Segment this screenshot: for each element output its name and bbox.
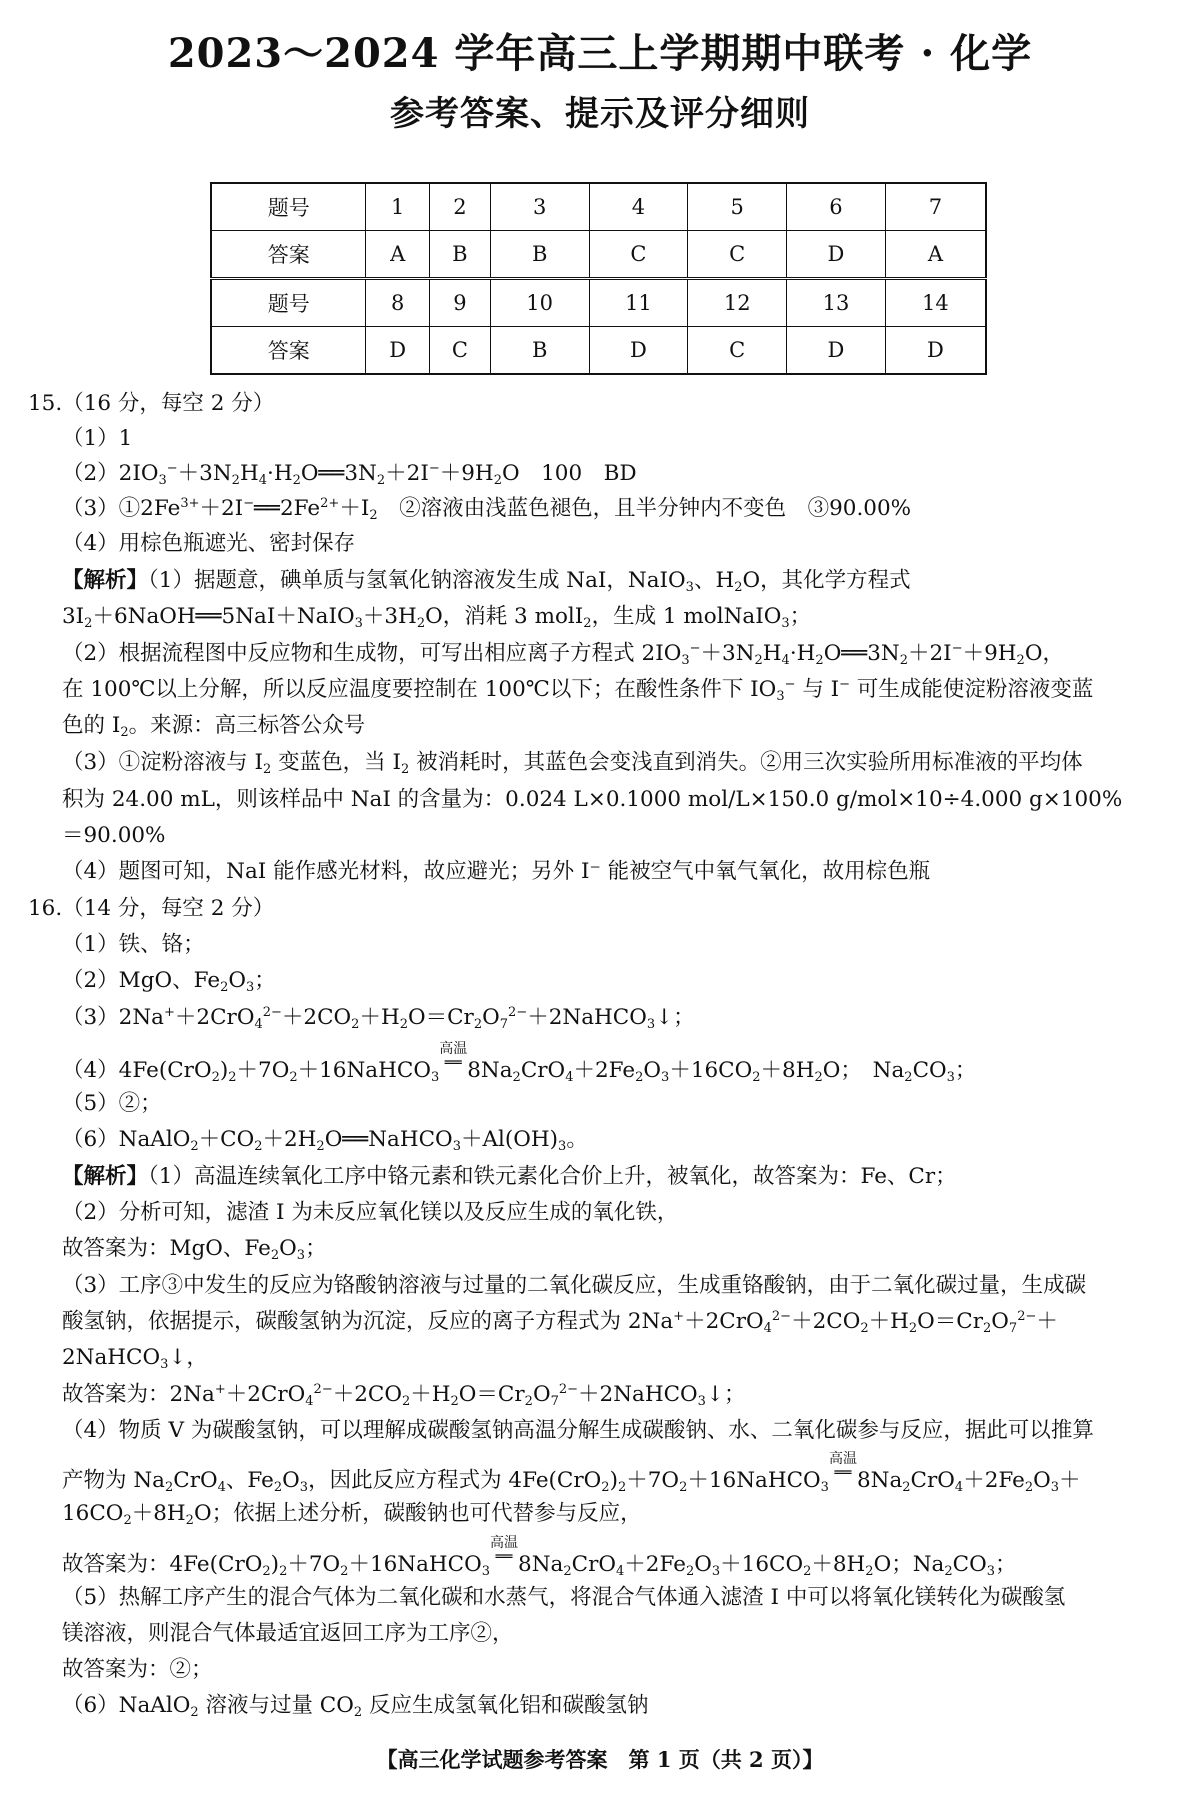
- q15-analysis-3a: （3）①淀粉溶液与 I2 变蓝色，当 I2 被消耗时，其蓝色会变浅直到消失。②用三次实验所用标准液的平均体: [62, 750, 1083, 777]
- table-cell: 2: [429, 183, 490, 231]
- table-cell: A: [366, 231, 430, 279]
- answer-table: [210, 182, 987, 375]
- analysis-text: （1）据题意，碘单质与氢氧化钠溶液发生成 NaI，NaIO: [148, 568, 686, 593]
- q16-analysis-4c: 16CO2＋8H2O；依据上述分析，碳酸钠也可代替参与反应，: [62, 1501, 642, 1528]
- table-cell: A: [885, 231, 986, 279]
- table-cell: B: [490, 327, 589, 375]
- table-cell: D: [787, 231, 886, 279]
- table-cell: D: [589, 327, 688, 375]
- page-subtitle: 参考答案、提示及评分细则: [390, 94, 810, 134]
- q15-analysis-3c: ＝90.00%: [62, 823, 166, 848]
- q15-analysis-2c: 色的 I2。来源：高三标答公众号: [62, 713, 366, 740]
- row-label: 答案: [211, 327, 366, 375]
- table-row: [211, 279, 986, 327]
- table-cell: 9: [429, 279, 490, 327]
- q15-analysis-2a: （2）根据流程图中反应物和生成物，可写出相应离子方程式 2IO3−＋3N2H4·H2O══3N2＋2I−＋9H2O，: [62, 641, 1064, 668]
- q16-analysis-4-ans: 故答案为：4Fe(CrO2)2＋7O2＋16NaHCO3高温 ══ 8Na2CrO4＋2Fe2O3＋16CO2＋8H2O；Na2CO3；: [62, 1535, 1017, 1579]
- q15-analysis-2b: 在 100℃以上分解，所以反应温度要控制在 100℃以下；在酸性条件下 IO3− 与 I− 可生成能使淀粉溶液变蓝: [62, 677, 1094, 704]
- q16-analysis-5b: 镁溶液，则混合气体最适宜返回工序为工序②，: [62, 1621, 514, 1646]
- q15-answer-2: （2）2IO3−＋3N2H4·H2O══3N2＋2I−＋9H2O 100 BD: [62, 461, 637, 488]
- table-row: [211, 327, 986, 375]
- table-cell: 7: [885, 183, 986, 231]
- table-cell: 6: [787, 183, 886, 231]
- q15-analysis-1-eq: 3I2＋6NaOH══5NaI＋NaIO3＋3H2O，消耗 3 molI2，生成 1 molNaIO3；: [62, 604, 812, 631]
- source-note: 来源：高三标答公众号: [150, 713, 366, 738]
- table-row: [211, 183, 986, 231]
- q16-answer-5: （5）②；: [62, 1091, 162, 1116]
- table-cell: B: [429, 231, 490, 279]
- table-cell: C: [589, 231, 688, 279]
- q16-analysis-2: （2）分析可知，滤渣 I 为未反应氧化镁以及反应生成的氧化铁，: [62, 1200, 679, 1225]
- table-cell: 13: [787, 279, 886, 327]
- q16-heading: 16.（14 分，每空 2 分）: [28, 896, 275, 921]
- q16-answer-4: （4）4Fe(CrO2)2＋7O2＋16NaHCO3高温 ══ 8Na2CrO4＋2Fe2O3＋16CO2＋8H2O； Na2CO3；: [62, 1041, 977, 1085]
- q16-analysis-4a: （4）物质 V 为碳酸氢钠，可以理解成碳酸氢钠高温分解生成碳酸钠、水、二氧化碳参与反应，据此可以推算: [62, 1418, 1094, 1443]
- table-cell: 1: [366, 183, 430, 231]
- q16-answer-3: $(3)2Na^++2CrO4^{2-}+2CO2+H2O=Cr2O7^{2-}+2NaHCO3↓$；: [62, 1005, 695, 1032]
- q16-answer-6: （6）NaAlO2＋CO2＋2H2O══NaHCO3＋Al(OH)3。: [62, 1127, 588, 1154]
- table-cell: 10: [490, 279, 589, 327]
- table-cell: D: [885, 327, 986, 375]
- q15-heading: 15.（16 分，每空 2 分）: [28, 391, 275, 416]
- q15-answer-4: （4）用棕色瓶遮光、密封保存: [62, 531, 356, 556]
- q15-analysis-1: 【解析】（1）据题意，碘单质与氢氧化钠溶液发生成 NaI，NaIO3、H2O，其化学方程式: [62, 568, 911, 595]
- table-cell: B: [490, 231, 589, 279]
- page-footer: 【高三化学试题参考答案 第 1 页（共 2 页）】: [376, 1747, 824, 1772]
- q15-answer-1: （1）1: [62, 426, 133, 451]
- q16-answer-1: （1）铁、铬；: [62, 932, 205, 957]
- table-cell: C: [688, 231, 787, 279]
- q16-analysis-3a: （3）工序③中发生的反应为铬酸钠溶液与过量的二氧化碳反应，生成重铬酸钠，由于二氧化碳过量，生成碳: [62, 1273, 1087, 1298]
- row-label: 答案: [211, 231, 366, 279]
- page-title: 2023～2024 学年高三上学期期中联考 · 化学: [167, 30, 1033, 77]
- q16-analysis-2-ans: 故答案为：MgO、Fe2O3；: [62, 1236, 327, 1263]
- q15-answer-3: $(3)①2Fe^{3+}+2I^-══2Fe^{2+}+I2$ ②溶液由浅蓝色褪色，且半分钟内不变色 ③90.00%: [62, 496, 912, 523]
- table-cell: D: [366, 327, 430, 375]
- table-cell: C: [429, 327, 490, 375]
- table-cell: 4: [589, 183, 688, 231]
- table-cell: 11: [589, 279, 688, 327]
- q15-analysis-3b: 积为 24.00 mL，则该样品中 NaI 的含量为：0.024 L×0.1000 mol/L×150.0 g/mol×10÷4.000 g×100%: [62, 787, 1123, 812]
- table-cell: D: [787, 327, 886, 375]
- q16-analysis-3-ans: 故答案为：$2Na^++2CrO4^{2-}+2CO2+H2O=Cr2O7^{2-}+2NaHCO3↓$；: [62, 1382, 746, 1409]
- table-cell: 8: [366, 279, 430, 327]
- q16-analysis-3b: 酸氢钠，依据提示，碳酸氢钠为沉淀，反应的离子方程式为 $2Na^++2CrO4^{2-}+2CO2+H2O=Cr2O7^{2-}+$: [62, 1309, 1058, 1336]
- q15-analysis-4: （4）题图可知，NaI 能作感光材料，故应避光；另外 I⁻ 能被空气中氧气氧化，故用棕色瓶: [62, 859, 931, 884]
- q16-analysis-3c: 2NaHCO3↓，: [62, 1345, 208, 1372]
- q16-analysis-5c: 故答案为：②；: [62, 1657, 213, 1682]
- row-label: 题号: [211, 183, 366, 231]
- q16-analysis-6: （6）NaAlO2 溶液与过量 CO2 反应生成氢氧化铝和碳酸氢钠: [62, 1693, 649, 1720]
- q16-analysis-4b: 产物为 Na2CrO4、Fe2O3，因此反应方程式为 4Fe(CrO2)2＋7O2＋16NaHCO3高温 ══ 8Na2CrO4＋2Fe2O3＋: [62, 1451, 1081, 1495]
- table-cell: 14: [885, 279, 986, 327]
- q16-answer-2: （2）MgO、Fe2O3；: [62, 968, 276, 995]
- q16-analysis-5a: （5）热解工序产生的混合气体为二氧化碳和水蒸气，将混合气体通入滤渣 I 中可以将氧化镁转化为碳酸氢: [62, 1585, 1066, 1610]
- q16-analysis-1: 【解析】（1）高温连续氧化工序中铬元素和铁元素化合价上升，被氧化，故答案为：Fe、Cr；: [62, 1164, 957, 1189]
- table-cell: 5: [688, 183, 787, 231]
- analysis-label: 【解析】: [62, 568, 149, 593]
- table-cell: 12: [688, 279, 787, 327]
- row-label: 题号: [211, 279, 366, 327]
- table-cell: 3: [490, 183, 589, 231]
- table-row: [211, 231, 986, 279]
- table-cell: C: [688, 327, 787, 375]
